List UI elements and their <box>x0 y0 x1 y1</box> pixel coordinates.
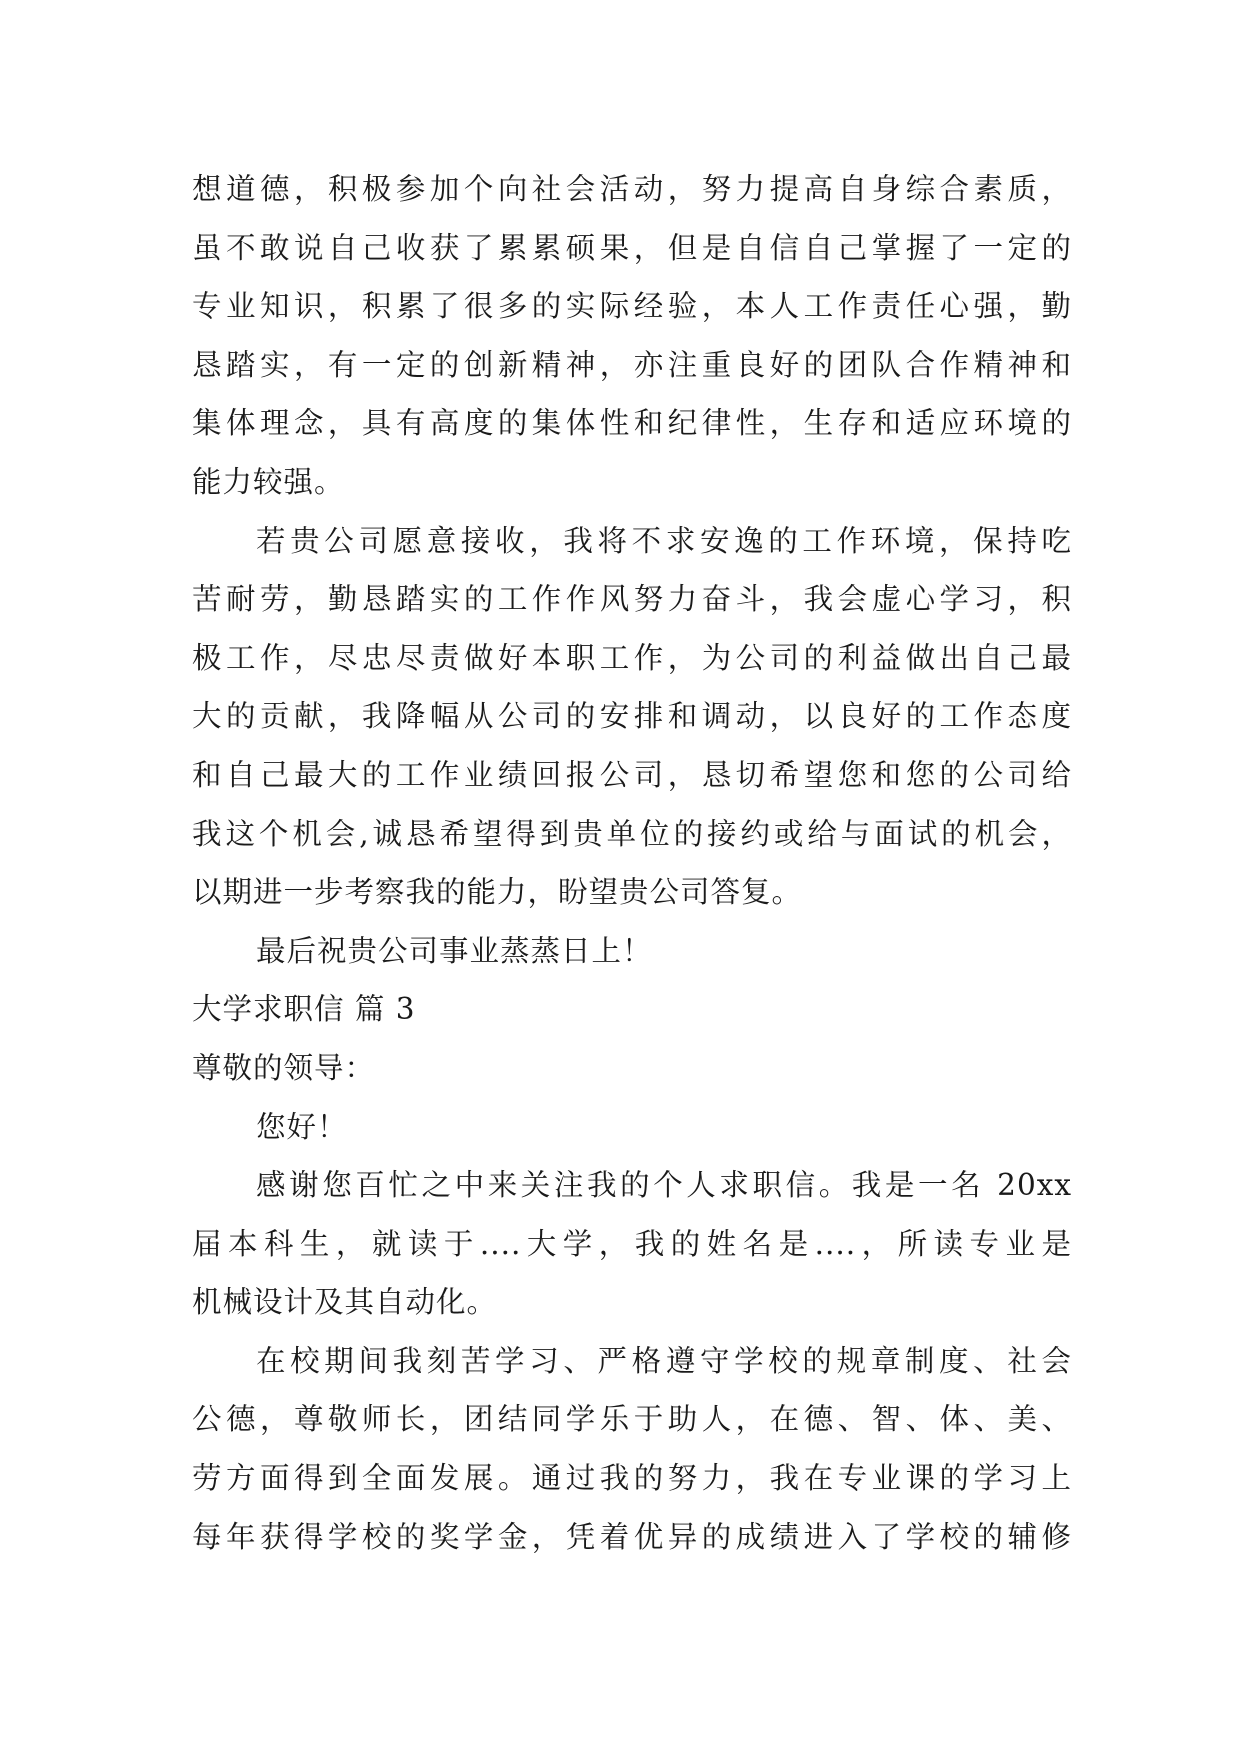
text-line: 劳方面得到全面发展。通过我的努力，我在专业课的学习上 <box>192 1461 1072 1496</box>
text-line: 尊敬的领导： <box>192 1050 376 1085</box>
text-line: 以期进一步考察我的能力，盼望贵公司答复。 <box>192 875 803 910</box>
document-body <box>192 160 1072 1566</box>
text-line: 能力较强。 <box>192 464 345 499</box>
text-line: 集体理念，具有高度的集体性和纪律性，生存和适应环境的 <box>192 406 1072 441</box>
text-line: 最后祝贵公司事业蒸蒸日上！ <box>256 933 653 968</box>
text-line: 专业知识，积累了很多的实际经验，本人工作责任心强，勤 <box>192 289 1072 324</box>
text-line: 大学求职信 篇 3 <box>192 992 416 1027</box>
text-line: 每年获得学校的奖学金，凭着优异的成绩进入了学校的辅修 <box>192 1519 1072 1554</box>
text-line: 极工作，尽忠尽责做好本职工作，为公司的利益做出自己最 <box>192 640 1072 675</box>
text-line: 机械设计及其自动化。 <box>192 1285 498 1320</box>
text-line: 和自己最大的工作业绩回报公司，恳切希望您和您的公司给 <box>192 757 1072 792</box>
text-line: 公德，尊敬师长，团结同学乐于助人，在德、智、体、美、 <box>192 1402 1072 1437</box>
text-line: 若贵公司愿意接收，我将不求安逸的工作环境，保持吃 <box>256 523 1072 558</box>
text-line: 感谢您百忙之中来关注我的个人求职信。我是一名 20xx <box>256 1168 1072 1203</box>
text-line: 我这个机会,诚恳希望得到贵单位的接约或给与面试的机会， <box>192 816 1072 851</box>
text-line: 大的贡献，我降幅从公司的安排和调动，以良好的工作态度 <box>192 699 1072 734</box>
text-line: 您好！ <box>256 1109 348 1144</box>
text-line: 虽不敢说自己收获了累累硕果，但是自信自己掌握了一定的 <box>192 230 1072 265</box>
text-line: 想道德，积极参加个向社会活动，努力提高自身综合素质， <box>192 172 1072 206</box>
text-line: 届本科生，就读于....大学，我的姓名是....，所读专业是 <box>192 1226 1072 1261</box>
text-line: 恳踏实，有一定的创新精神，亦注重良好的团队合作精神和 <box>192 347 1072 382</box>
text-line: 在校期间我刻苦学习、严格遵守学校的规章制度、社会 <box>256 1343 1072 1378</box>
text-line: 苦耐劳，勤恳踏实的工作作风努力奋斗，我会虚心学习，积 <box>192 582 1072 617</box>
